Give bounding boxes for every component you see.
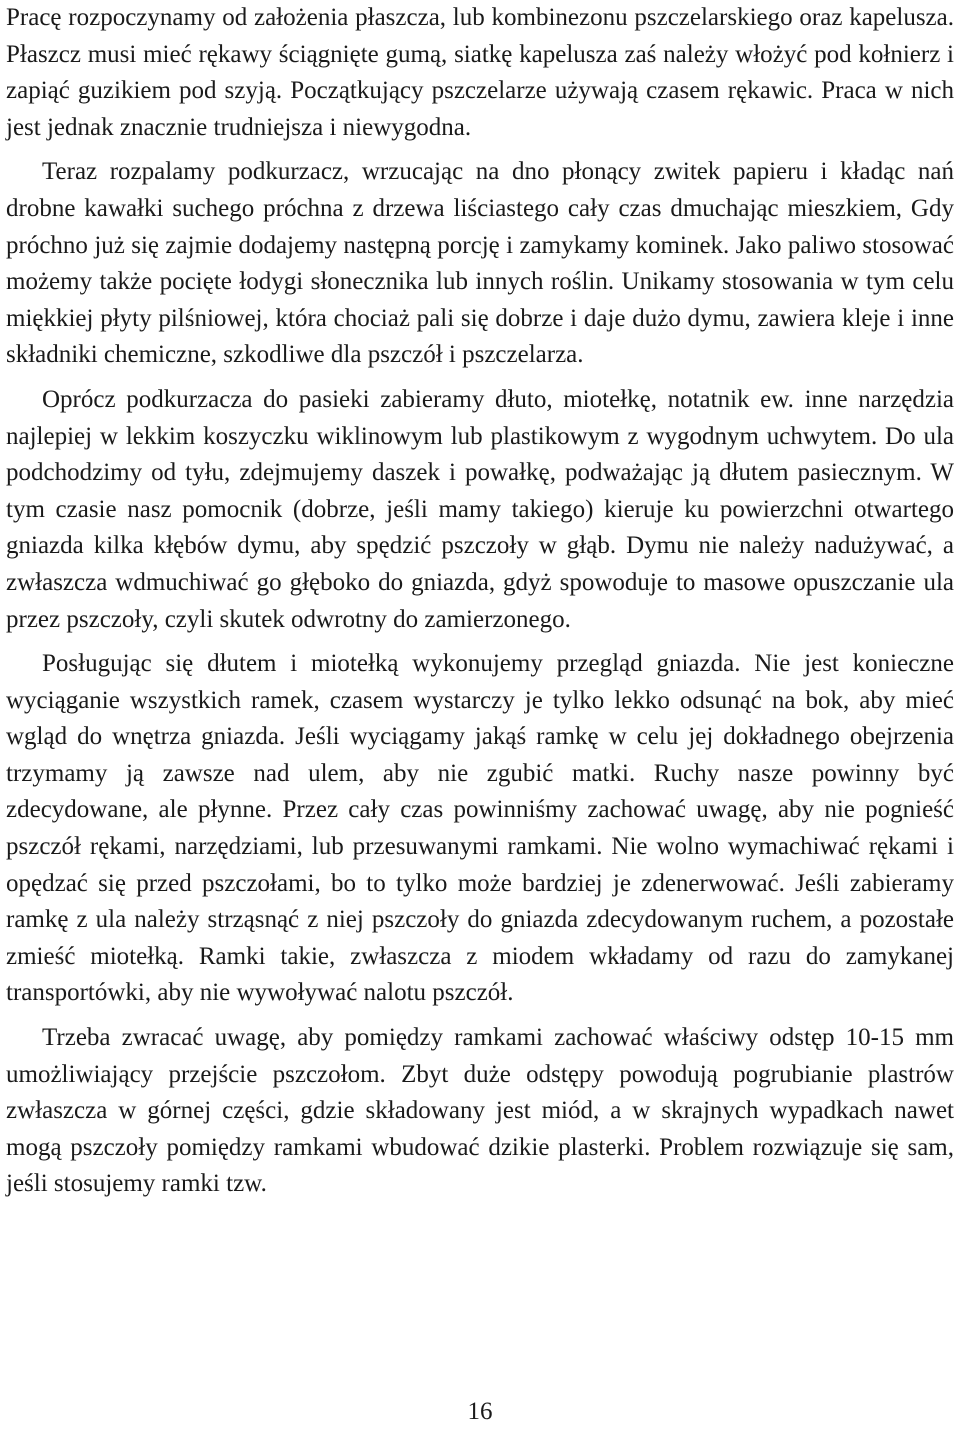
paragraph-frame-spacing: Trzeba zwracać uwagę, aby pomiędzy ramkami zachować właściwy odstęp 10-15 mm umożliwiający przejście pszczołom. Zbyt duże odstępy powodują pogrubianie plastrów zwłaszcza w górnej części, gdzie składowany jest miód, a w skrajnych wypadkach nawet mogą pszczoły pomiędzy ramkami wbudować dzikie plasterki. Problem rozwiązuje się sam, jeśli stosujemy ramki tzw. [6,1024,954,1198]
document-page [6,0,954,1440]
paragraph-inspection: Posługując się dłutem i miotełką wykonujemy przegląd gniazda. Nie jest konieczne wyciąganie wszystkich ramek, czasem wystarczy je tylko lekko odsunąć na bok, aby mieć wgląd do wnętrza gniazda. Jeśli wyciągamy jakąś ramkę w celu jej dokładnego obejrzenia trzymamy ją zawsze nad ulem, aby nie zgubić matki. Ruchy nasze powinny być zdecydowane, ale płynne. Przez cały czas powinniśmy zachować uwagę, aby nie pognieść pszczół rękami, narzędziami, lub przesuwanymi ramkami. Nie wolno wymachiwać rękami i opędzać się przed pszczołami, bo to tylko może bardziej je zdenerwować. Jeśli zabieramy ramkę z ula należy strząsnąć z niej pszczoły do gniazda zdecydowanym ruchem, a pozostałe zmieść miotełką. Ramki takie, zwłaszcza z miodem wkładamy od razu do zamykanej transportówki, aby nie wywoływać nalotu pszczół. [6,650,954,1007]
paragraph-protective-clothing: Pracę rozpoczynamy od założenia płaszcza, lub kombinezonu pszczelarskiego oraz kapelusza. Płaszcz musi mieć rękawy ściągnięte gumą, siatkę kapelusza zaś należy włożyć pod kołnierz i zapiąć guzikiem pod szyją. Początkujący pszczelarze używają czasem rękawic. Praca w nich jest jednak znacznie trudniejsza i niewygodna. [6,4,954,141]
page-number: 16 [467,1398,493,1425]
paragraph-tools-opening-hive: Oprócz podkurzacza do pasieki zabieramy dłuto, miotełkę, notatnik ew. inne narzędzia najlepiej w lekkim koszyczku wiklinowym lub plastikowym z wygodnym uchwytem. Do ula podchodzimy od tyłu, zdejmujemy daszek i powałkę, podważając ją dłutem pasiecznym. W tym czasie nasz pomocnik (dobrze, jeśli mamy takiego) kieruje ku powierzchni otwartego gniazda kilka kłębów dymu, aby spędzić pszczoły w głąb. Dymu nie należy nadużywać, a zwłaszcza wdmuchiwać go głęboko do gniazda, gdyż spowoduje to masowe opuszczanie ula przez pszczoły, czyli skutek odwrotny do zamierzonego. [6,385,954,633]
paragraph-smoker-lighting: Teraz rozpalamy podkurzacz, wrzucając na dno płonący zwitek papieru i kładąc nań drobne kawałki suchego próchna z drzewa liściastego cały czas dmuchając mieszkiem, Gdy próchno już się zajmie dodajemy następną porcję i zamykamy kominek. Jako paliwo stosować możemy także pocięte łodygi słonecznika lub innych roślin. Unikamy stosowania w tym celu miękkiej płyty pilśniowej, która chociaż pali się dobrze i daje dużo dymu, zawiera kleje i inne składniki chemiczne, szkodliwe dla pszczół i pszczelarza. [6,158,954,369]
